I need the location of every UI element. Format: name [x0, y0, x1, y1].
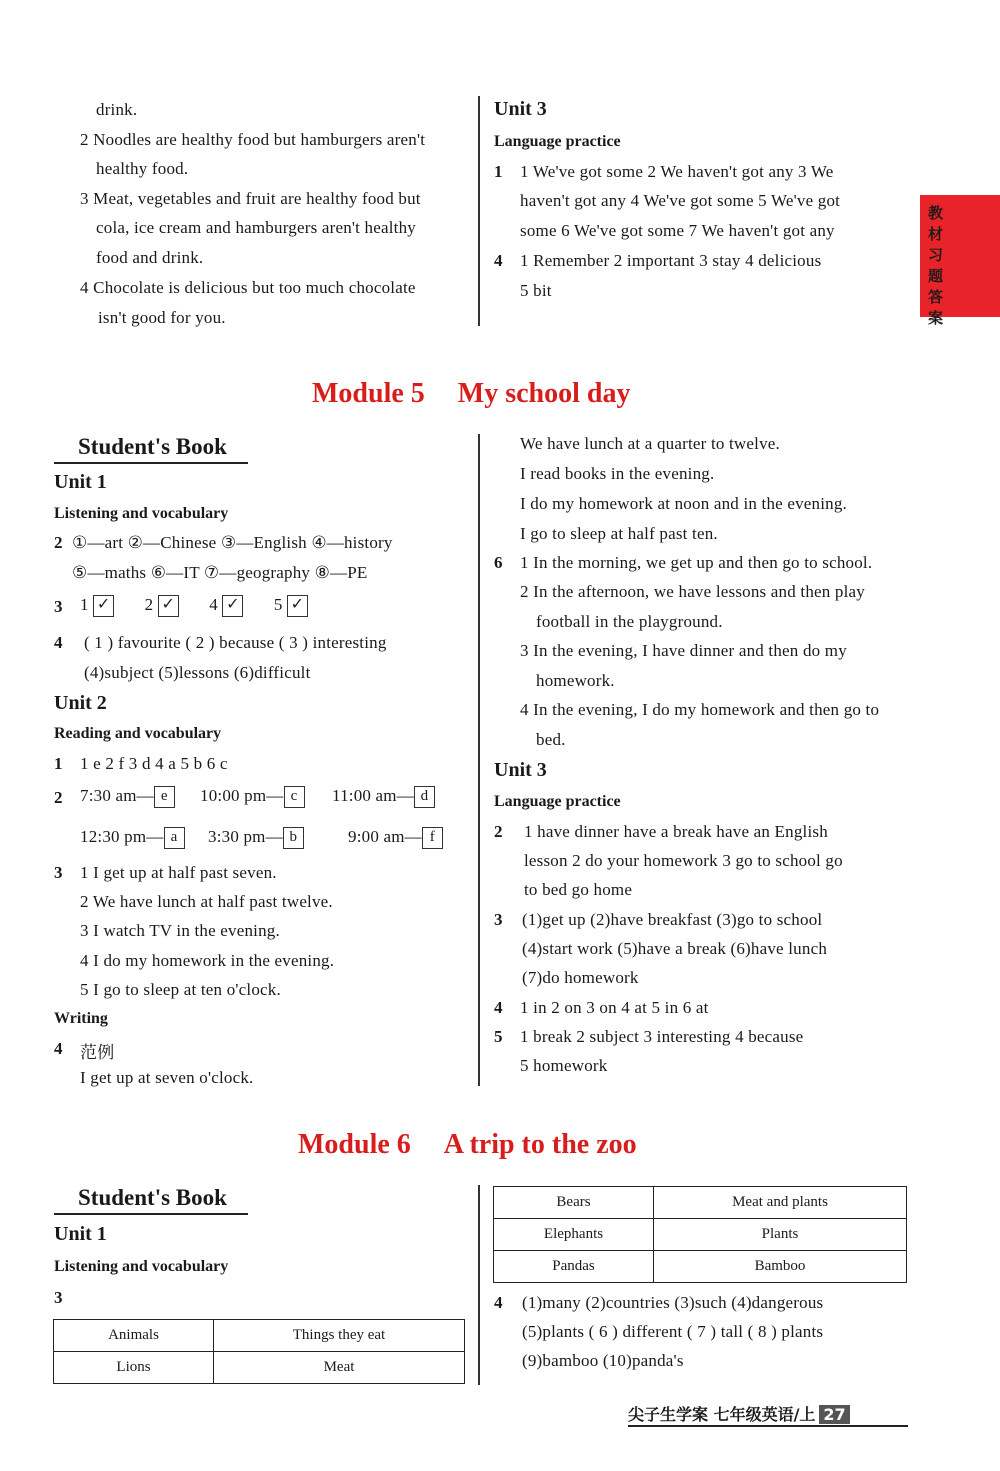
- check-box: [158, 595, 179, 617]
- answer-line: food and drink.: [96, 248, 204, 267]
- answer-line: 1 In the morning, we get up and then go to school.: [520, 553, 873, 572]
- answer-line: 5 homework: [520, 1056, 608, 1075]
- module-title: A trip to the zoo: [443, 1129, 637, 1160]
- check-box: [287, 595, 308, 617]
- answer-line: 1 e 2 f 3 d 4 a 5 b 6 c: [80, 754, 228, 773]
- answer-line: ( 1 ) favourite ( 2 ) because ( 3 ) interesting: [84, 633, 387, 652]
- sample-label: 范例: [80, 1043, 115, 1063]
- answer-line: homework.: [536, 671, 615, 690]
- students-book-title: Student's Book: [54, 434, 248, 464]
- table-cell: Elephants: [494, 1219, 654, 1251]
- table-cell: Bamboo: [654, 1251, 907, 1283]
- answer-line: 5 I go to sleep at ten o'clock.: [80, 980, 281, 999]
- time-label: 11:00 am—: [332, 786, 414, 805]
- question-number: 4: [494, 998, 503, 1017]
- students-book-title: Student's Book: [54, 1185, 248, 1215]
- time-label: 3:30 pm—: [208, 827, 283, 846]
- tick-answers: [80, 595, 308, 617]
- table-cell: Meat: [214, 1352, 465, 1384]
- answer-line: 3 Meat, vegetables and fruit are healthy food but: [80, 189, 421, 208]
- answer-line: (7)do homework: [522, 968, 639, 987]
- answer-line: bed.: [536, 730, 566, 749]
- item-number: 1: [80, 595, 89, 614]
- answer-line: 1 break 2 subject 3 interesting 4 because: [520, 1027, 804, 1046]
- answer-line: ⑤—maths ⑥—IT ⑦—geography ⑧—PE: [72, 563, 368, 582]
- time-match: [200, 786, 305, 808]
- answer-line: We have lunch at a quarter to twelve.: [520, 434, 780, 453]
- answer-line: 4 In the evening, I do my homework and then go to: [520, 700, 880, 719]
- section-heading: Listening and vocabulary: [54, 505, 229, 522]
- answer-line: 2 In the afternoon, we have lessons and then play: [520, 582, 865, 601]
- module-label: Module 5: [312, 378, 425, 409]
- check-box: [93, 595, 114, 617]
- answer-line: 1 We've got some 2 We haven't got any 3 We: [520, 162, 834, 181]
- time-match: [348, 827, 443, 849]
- question-number: 2: [54, 533, 63, 552]
- column-divider: [478, 1185, 480, 1385]
- answer-line: 2 We have lunch at half past twelve.: [80, 892, 333, 911]
- answer-line: isn't good for you.: [98, 308, 226, 327]
- item-number: 4: [209, 595, 218, 614]
- answer-line: 4 Chocolate is delicious but too much chocolate: [80, 278, 416, 297]
- answer-line: I read books in the evening.: [520, 464, 715, 483]
- section-heading: Listening and vocabulary: [54, 1258, 229, 1275]
- food-table: [493, 1186, 907, 1283]
- page-footer: [628, 1402, 908, 1427]
- unit-heading: Unit 3: [494, 98, 547, 120]
- answer-line: to bed go home: [524, 880, 633, 899]
- table-row: [54, 1320, 465, 1352]
- check-mark-icon: ✓: [161, 596, 176, 614]
- check-box: [222, 595, 243, 617]
- item-number: 5: [273, 595, 283, 614]
- answer-line: (5)plants ( 6 ) different ( 7 ) tall ( 8 ) plants: [522, 1322, 824, 1341]
- answer-line: haven't got any 4 We've got some 5 We've got: [520, 191, 841, 210]
- question-number: 4: [54, 1039, 63, 1058]
- footer-title: 尖子生学案 七年级英语/上: [628, 1405, 816, 1424]
- food-table: [53, 1319, 465, 1384]
- section-tab: [920, 195, 1000, 327]
- column-divider: [478, 96, 480, 326]
- answer-line: (4)start work (5)have a break (6)have lunch: [522, 939, 828, 958]
- unit-heading: Unit 2: [54, 692, 107, 714]
- answer-line: (9)bamboo (10)panda's: [522, 1351, 684, 1370]
- section-heading: Language practice: [494, 793, 621, 810]
- answer-line: 3 In the evening, I have dinner and then do my: [520, 641, 847, 660]
- answer-line: I do my homework at noon and in the evening.: [520, 494, 848, 513]
- section-heading: Writing: [54, 1010, 108, 1027]
- time-label: 7:30 am—: [80, 786, 154, 805]
- table-cell: Lions: [54, 1352, 214, 1384]
- module-label: Module 6: [298, 1129, 411, 1160]
- answer-line: cola, ice cream and hamburgers aren't healthy: [96, 218, 416, 237]
- answer-line: some 6 We've got some 7 We haven't got any: [520, 221, 835, 240]
- question-number: 3: [54, 863, 63, 882]
- answer-box: c: [284, 786, 305, 808]
- question-number: 1: [494, 162, 503, 181]
- question-number: 5: [494, 1027, 503, 1046]
- question-number: 2: [494, 822, 503, 841]
- unit-heading: Unit 3: [494, 759, 547, 781]
- table-row: [54, 1352, 465, 1384]
- table-cell: Plants: [654, 1219, 907, 1251]
- table-cell: Meat and plants: [654, 1187, 907, 1219]
- answer-line: (1)many (2)countries (3)such (4)dangerous: [522, 1293, 824, 1312]
- answer-box: d: [414, 786, 435, 808]
- table-row: [494, 1219, 907, 1251]
- answer-line: 4 I do my homework in the evening.: [80, 951, 335, 970]
- answer-line: I go to sleep at half past ten.: [520, 524, 718, 543]
- answer-line: ①—art ②—Chinese ③—English ④—history: [72, 533, 393, 552]
- time-match: [332, 786, 435, 808]
- table-cell: Bears: [494, 1187, 654, 1219]
- question-number: 2: [54, 788, 63, 807]
- time-match: [80, 827, 185, 849]
- answer-line: football in the playground.: [536, 612, 723, 631]
- answer-line: 2 Noodles are healthy food but hamburgers aren't: [80, 130, 426, 149]
- time-label: 9:00 am—: [348, 827, 422, 846]
- question-number: 4: [54, 633, 63, 652]
- answer-box: e: [154, 786, 175, 808]
- question-number: 4: [494, 251, 503, 270]
- question-number: 1: [54, 754, 63, 773]
- answer-box: b: [283, 827, 304, 849]
- section-tab-label: 教材习题答案: [928, 204, 944, 327]
- answer-line: (4)subject (5)lessons (6)difficult: [84, 663, 311, 682]
- answer-line: 5 bit: [520, 281, 552, 300]
- answer-line: 3 I watch TV in the evening.: [80, 921, 280, 940]
- answer-line: 1 have dinner have a break have an English: [524, 822, 828, 841]
- section-heading: Language practice: [494, 133, 621, 150]
- check-mark-icon: ✓: [290, 596, 305, 614]
- table-cell: Pandas: [494, 1251, 654, 1283]
- module-title: My school day: [457, 378, 631, 409]
- time-label: 10:00 pm—: [200, 786, 284, 805]
- answer-line: healthy food.: [96, 159, 189, 178]
- answer-line: drink.: [96, 100, 138, 119]
- time-match: [80, 786, 175, 808]
- question-number: 6: [494, 553, 503, 572]
- module-6-heading: [298, 1129, 637, 1161]
- column-divider: [478, 434, 480, 1086]
- table-cell: Things they eat: [214, 1320, 465, 1352]
- answer-line: 1 in 2 on 3 on 4 at 5 in 6 at: [520, 998, 709, 1017]
- check-mark-icon: ✓: [226, 596, 240, 614]
- answer-line: 1 I get up at half past seven.: [80, 863, 277, 882]
- answer-line: (1)get up (2)have breakfast (3)go to school: [522, 910, 823, 929]
- answer-line: lesson 2 do your homework 3 go to school go: [524, 851, 843, 870]
- page-number: 27: [819, 1405, 849, 1424]
- table-row: [494, 1187, 907, 1219]
- unit-heading: Unit 1: [54, 471, 107, 493]
- time-label: 12:30 pm—: [80, 827, 164, 846]
- question-number: 4: [494, 1293, 503, 1312]
- question-number: 3: [494, 910, 503, 929]
- answer-box: a: [164, 827, 185, 849]
- section-heading: Reading and vocabulary: [54, 725, 222, 742]
- question-number: 3: [54, 1288, 63, 1307]
- answer-line: I get up at seven o'clock.: [80, 1068, 254, 1087]
- unit-heading: Unit 1: [54, 1223, 107, 1245]
- module-5-heading: [312, 378, 630, 410]
- time-match: [208, 827, 304, 849]
- answer-box: f: [422, 827, 443, 849]
- table-row: [494, 1251, 907, 1283]
- question-number: 3: [54, 597, 63, 616]
- item-number: 2: [144, 595, 154, 614]
- answer-line: 1 Remember 2 important 3 stay 4 delicious: [520, 251, 822, 270]
- check-mark-icon: ✓: [96, 596, 111, 614]
- table-cell: Animals: [54, 1320, 214, 1352]
